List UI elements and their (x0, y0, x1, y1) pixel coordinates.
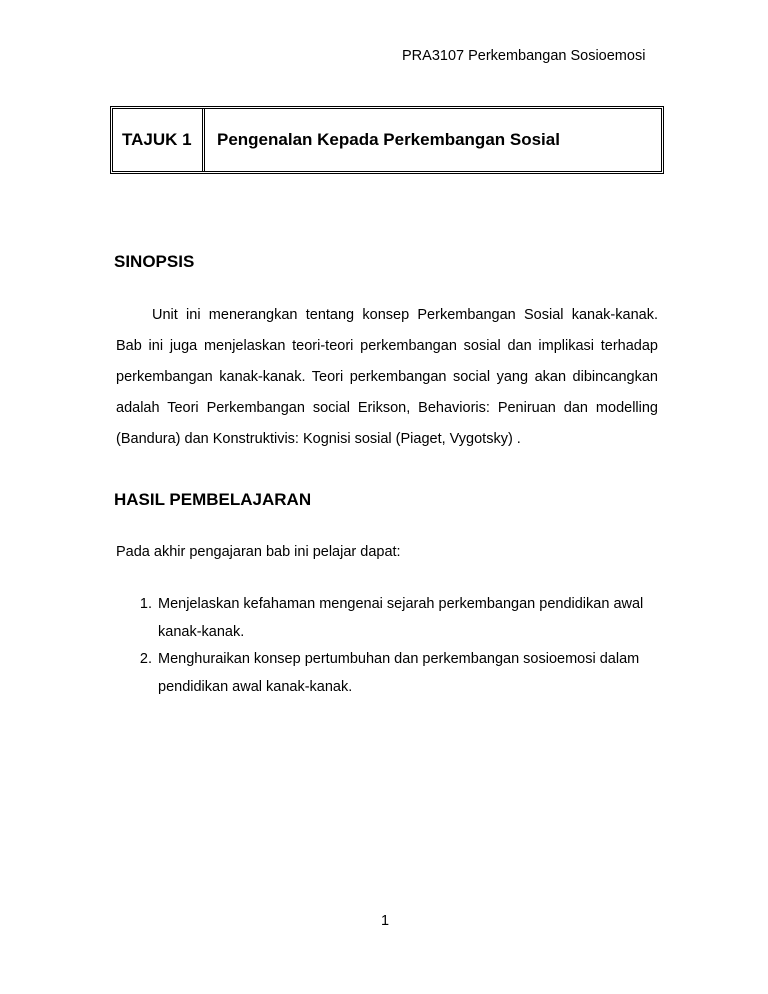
outcomes-heading: HASIL PEMBELAJARAN (114, 490, 312, 509)
synopsis-text: Unit ini menerangkan tentang konsep Perkembangan Sosial kanak-kanak. Bab ini juga menjelaskan teori-teori perkembangan sosial dan implikasi terhadap perkembangan kanak-kanak. Teori perkembangan social yang akan dibincangkan adalah Teori Perkembangan social Erikson, Behavioris: Peniruan dan modelling (Bandura) dan Konstruktivis: Kognisi sosial (Piaget, Vygotsky) . (116, 307, 658, 447)
topic-box (110, 106, 664, 174)
outcomes-intro: Pada akhir pengajaran bab ini pelajar dapat: (116, 544, 401, 560)
outcome-item-1: 1. Menjelaskan kefahaman mengenai sejarah perkembangan pendidikan awal kanak-kanak. (156, 591, 656, 646)
topic-number: TAJUK 1 (113, 109, 205, 171)
outcomes-list (116, 591, 656, 701)
synopsis-heading: SINOPSIS (114, 252, 195, 271)
topic-title: Pengenalan Kepada Perkembangan Sosial (217, 130, 560, 149)
page-number: 1 (381, 913, 390, 929)
running-header: PRA3107 Perkembangan Sosioemosi (402, 48, 646, 64)
outcome-item-2: 2. Menghuraikan konsep pertumbuhan dan perkembangan sosioemosi dalam pendidikan awal kanak-kanak. (156, 646, 656, 701)
